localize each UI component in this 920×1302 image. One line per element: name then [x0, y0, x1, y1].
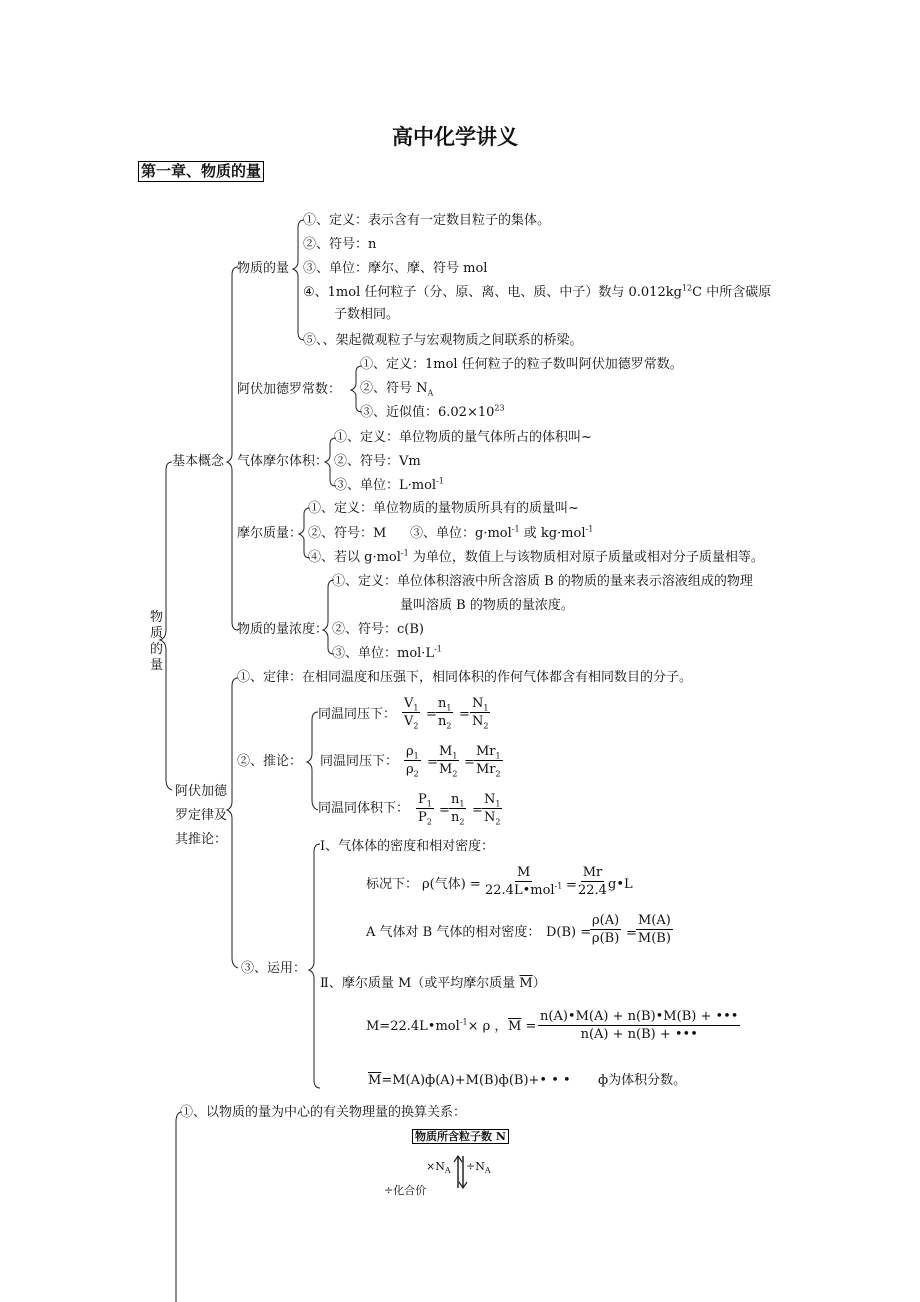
usage-bracket [309, 844, 320, 1088]
inference-bracket [307, 712, 318, 810]
law-text: ①、定律：在相同温度和压强下，相同体积的作何气体都含有相同数目的分子。 [237, 670, 693, 685]
amount-item: ③、单位：摩尔、摩、符号 mol [303, 261, 488, 276]
rho-expr: ρ(气体) = [422, 877, 481, 892]
m2-lhs: $\overline{M}$ = [508, 1019, 537, 1034]
fraction: $\frac{n_1}{n_2}$ [438, 696, 452, 731]
amount-item: ①、定义：表示含有一定数目粒子的集体。 [303, 213, 551, 228]
molar-volume-label: 气体摩尔体积： [237, 454, 329, 469]
conc-item-cont: 量叫溶质 B 的物质的量浓度。 [400, 598, 574, 613]
mm-item: ③、单位：g·mol$^{-1}$ 或 kg·mol$^{-1}$ [410, 524, 594, 541]
fraction: $\frac{N_1}{N_2}$ [472, 696, 489, 731]
conc-item: ①、定义：单位体积溶液中所含溶质 B 的物质的量来表示溶液组成的物理 [332, 574, 753, 589]
amount-item: ④、1mol 任何粒子（分、原、离、电、质、中子）数与 $0.012kg^{12}C$ 中所含碳原 [303, 283, 772, 300]
fraction: $\frac{P_1}{P_2}$ [418, 792, 432, 827]
fraction: $\frac{Mr}{22.4}$ [578, 865, 607, 898]
inference-label: ②、推论： [237, 754, 303, 769]
particle-count-box: 物质所含粒子数 N [412, 1129, 509, 1144]
div-valence: ÷化合价 [384, 1184, 427, 1197]
fraction: $\frac{\rho_1}{\rho_2}$ [406, 744, 419, 779]
inference-label-1: 同温同压下： [318, 707, 397, 722]
m3-expr: $\overline{M}=M(A)ф(A)+M(B)ф(B)+•$ • • [368, 1073, 571, 1088]
inference-label-2: 同温同压下： [320, 754, 399, 769]
avogadro-item: ②、符号 $N_A$ [360, 381, 434, 398]
mm-item: ④、若以 g·mol$^{-1}$ 为单位，数值上与该物质相对原子质量或相对分子质量相等。 [308, 548, 764, 565]
law-bracket [227, 678, 238, 968]
m3-tail: ф为体积分数。 [598, 1073, 687, 1088]
inference-label-3: 同温同体积下： [318, 801, 410, 816]
section2-title: ①、以物质的量为中心的有关物理量的换算关系： [180, 1105, 467, 1120]
basic-bracket [227, 267, 238, 630]
mv-item: ③、单位：L·mol$^{-1}$ [334, 476, 444, 493]
fraction: $\frac{\rho(A)}{\rho(B)}$ [591, 913, 620, 946]
d-expr: D(B) = [546, 925, 592, 940]
amount-item: ②、符号：n [303, 237, 377, 252]
fraction: $\frac{n_1}{n_2}$ [451, 792, 465, 827]
fraction: $\frac{M_1}{M_2}$ [439, 744, 458, 779]
molar-mass-label: 摩尔质量： [237, 526, 303, 541]
fraction: M 22.4L•mol$^{-1}$ [485, 865, 563, 898]
avogadro-label: 阿伏加德罗常数： [237, 382, 342, 397]
mv-item: ②、符号：Vm [334, 454, 421, 469]
law-label-1: 阿伏加德 [175, 784, 228, 799]
m1-expr: M=22.4L•mol$^{-1}$× ρ ， [366, 1017, 508, 1034]
chapter-heading: 第一章、物质的量 [138, 161, 264, 182]
basic-concept-label: 基本概念 [172, 454, 225, 469]
fraction: $\frac{M(A)}{M(B)}$ [637, 913, 671, 946]
law-label-3: 其推论： [175, 832, 228, 847]
usage-i-title: Ⅰ、气体体的密度和相对密度： [320, 839, 495, 854]
amount-item-cont: 子数相同。 [334, 307, 400, 322]
fraction: $\frac{n(A)•M(A) + n(B)•M(B) + •••}{n(A) + n(B) + •••}$ [540, 1009, 739, 1042]
concentration-label: 物质的量浓度： [237, 622, 329, 637]
amount-item: ⑤、、架起微观粒子与宏观物质之间联系的桥梁。 [303, 333, 583, 348]
times-na: $\times N_A$ [426, 1160, 451, 1176]
amount-label: 物质的量 [237, 261, 290, 276]
law-label-2: 罗定律及 [175, 808, 228, 823]
mm-item: ②、符号：M [308, 526, 387, 541]
fraction: $\frac{Mr_1}{Mr_2}$ [476, 744, 501, 779]
mv-item: ①、定义：单位物质的量气体所占的体积叫~ [334, 430, 592, 445]
div-na: $\div N_A$ [466, 1160, 491, 1176]
usage-label: ③、运用： [241, 961, 307, 976]
root-label: 物质的量 [150, 610, 164, 673]
std-label: 标况下： [366, 877, 419, 892]
conc-bracket [323, 580, 334, 654]
section2-line [176, 1112, 182, 1302]
rho-unit: g•L [608, 877, 633, 892]
mm-item: ①、定义：单位物质的量物质所具有的质量叫~ [308, 501, 579, 516]
avogadro-item: ①、定义：1mol 任何粒子的粒子数叫阿伏加德罗常数。 [360, 357, 683, 372]
usage-ii-title: Ⅱ、摩尔质量 M（或平均摩尔质量 $\overline{M}$） [320, 976, 546, 991]
rel-density-label: A 气体对 B 气体的相对密度： [366, 925, 541, 940]
page-title: 高中化学讲义 [392, 124, 518, 149]
fraction: $\frac{N_1}{N_2}$ [484, 792, 501, 827]
conc-item: ②、符号：c(B) [332, 622, 424, 637]
fraction: $\frac{V_1}{V_2}$ [404, 696, 419, 731]
avogadro-item: ③、近似值：$6.02\times 10^{23}$ [360, 403, 505, 420]
conc-item: ③、单位：$mol\cdot L^{-1}$ [332, 644, 442, 661]
